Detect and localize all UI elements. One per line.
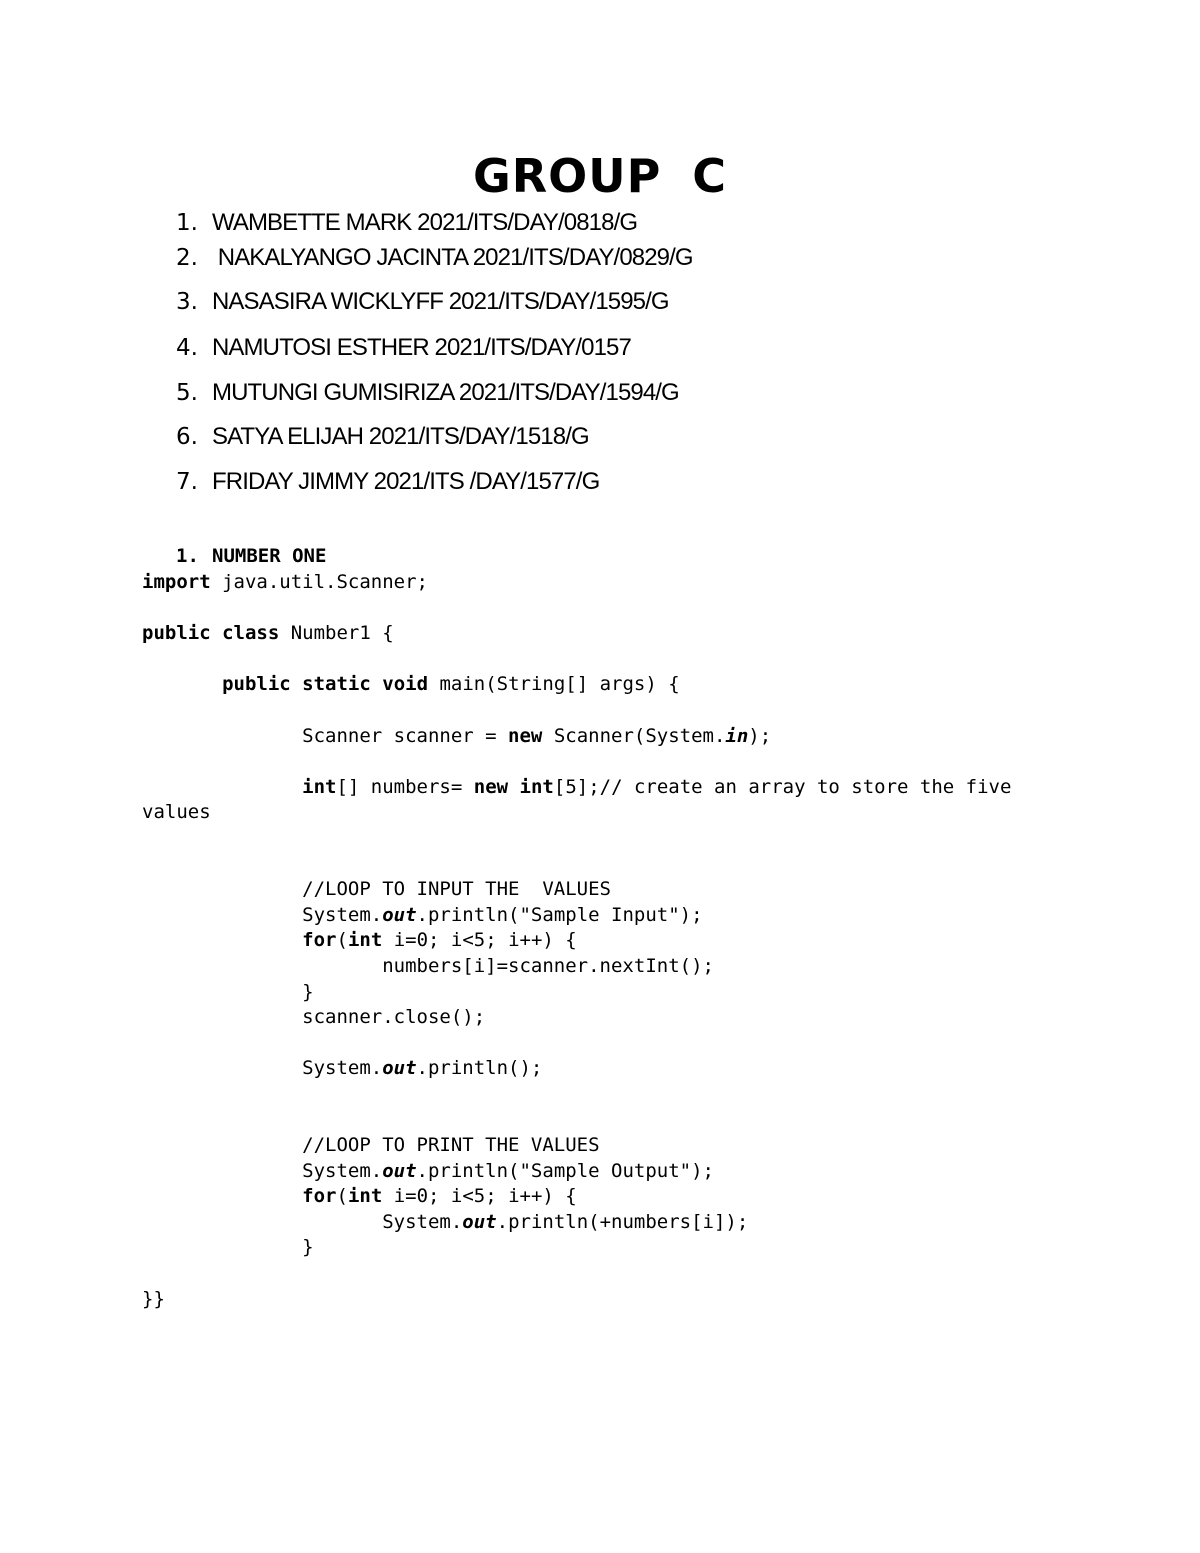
list-number: 5. [176,380,198,406]
code-text: } [142,980,314,1003]
code-keyword: class [222,622,280,645]
code-line [142,904,703,926]
member-entry: FRIDAY JIMMY 2021/ITS /DAY/1577/G [212,468,600,495]
code-line [142,1006,485,1028]
code-keyword: int [347,1185,383,1208]
code-text [211,622,222,644]
list-item [176,419,589,455]
member-entry: WAMBETTE MARK 2021/ITS/DAY/0818/G [212,209,638,236]
code-line [142,725,771,747]
code-text: Scanner scanner = [142,724,509,747]
code-keyword: static [302,673,371,696]
code-text: System. [142,1210,463,1233]
list-number: 4. [176,335,198,361]
code-text: .println(+numbers[i]); [496,1210,749,1233]
code-line [142,878,611,900]
list-number: 7. [176,469,198,495]
code-keyword: public [142,622,211,645]
code-text: [5];// create an array to store the five [553,775,1012,798]
code-field: in [725,724,749,747]
code-text [142,776,302,798]
code-text [142,1185,302,1207]
code-line [142,1288,165,1310]
code-text [371,673,382,695]
code-line [142,673,680,695]
code-text: } [142,1236,314,1259]
code-line [142,1185,577,1207]
code-line [142,1134,600,1156]
code-text: System. [142,903,383,926]
list-item [176,330,631,366]
member-entry: SATYA ELIJAH 2021/ITS/DAY/1518/G [212,423,589,450]
code-text: //LOOP TO PRINT THE VALUES [142,1134,600,1157]
code-line [142,981,314,1003]
code-text [142,929,302,951]
list-number: 1. [176,210,198,236]
code-text: numbers[i]=scanner.nextInt(); [142,954,714,977]
code-text: scanner.close(); [142,1006,486,1029]
code-line [142,1160,714,1182]
section-number: 1. [176,545,199,567]
list-item [176,375,679,411]
code-line [142,955,714,977]
code-keyword: int [519,775,554,798]
list-item [176,240,693,276]
code-text: Scanner(System. [542,724,726,747]
code-field: out [382,1057,417,1080]
list-number: 3. [176,289,198,315]
code-text: System. [142,1159,383,1182]
code-text: main(String[] args) { [428,673,680,696]
code-text: java.util.Scanner; [210,571,428,593]
member-entry: NAKALYANGO JACINTA 2021/ITS/DAY/0829/G [212,244,693,271]
code-line [142,622,394,644]
code-line [142,929,577,951]
code-keyword: int [302,775,337,798]
code-text [142,673,222,695]
code-text: ( [336,1185,348,1208]
list-item [176,205,637,241]
code-block [142,570,1011,1312]
code-text: .println("Sample Output"); [416,1159,714,1182]
code-line [142,776,1011,798]
code-text [508,776,519,798]
code-line [142,1236,314,1258]
code-field: out [382,903,417,926]
code-keyword: for [302,1185,337,1208]
code-text: ( [336,929,348,952]
list-number: 2. [176,245,198,271]
page-title: GROUP C [472,149,728,203]
code-text: i=0; i<5; i++) { [382,929,577,952]
code-field: out [462,1210,497,1233]
code-line [142,1211,748,1233]
code-line [142,801,211,823]
code-text: }} [142,1287,165,1310]
code-text: //LOOP TO INPUT THE VALUES [142,878,611,901]
code-text: Number1 { [279,622,394,645]
code-text: .println(); [416,1057,543,1080]
code-keyword: void [382,673,429,696]
code-line [142,571,428,593]
code-keyword: public [222,673,291,696]
code-keyword: import [142,571,211,593]
member-entry: MUTUNGI GUMISIRIZA 2021/ITS/DAY/1594/G [212,379,679,406]
code-text: System. [142,1057,383,1080]
code-text: i=0; i<5; i++) { [382,1185,577,1208]
section-heading [176,543,326,569]
list-item [176,464,599,500]
code-keyword: for [302,929,337,952]
member-entry: NAMUTOSI ESTHER 2021/ITS/DAY/0157 [212,334,631,361]
code-text: [] numbers= [336,775,474,798]
code-keyword: new [508,724,543,747]
code-keyword: new [473,775,509,798]
code-keyword: int [347,929,383,952]
list-number: 6. [176,424,198,450]
code-text: ); [748,724,772,747]
code-field: out [382,1159,417,1182]
section-label: NUMBER ONE [212,545,327,567]
code-text [291,673,302,695]
code-text: .println("Sample Input"); [416,903,703,926]
code-line [142,1057,542,1079]
member-entry: NASASIRA WICKLYFF 2021/ITS/DAY/1595/G [212,288,669,315]
list-item [176,284,669,320]
code-text: values [142,801,211,824]
